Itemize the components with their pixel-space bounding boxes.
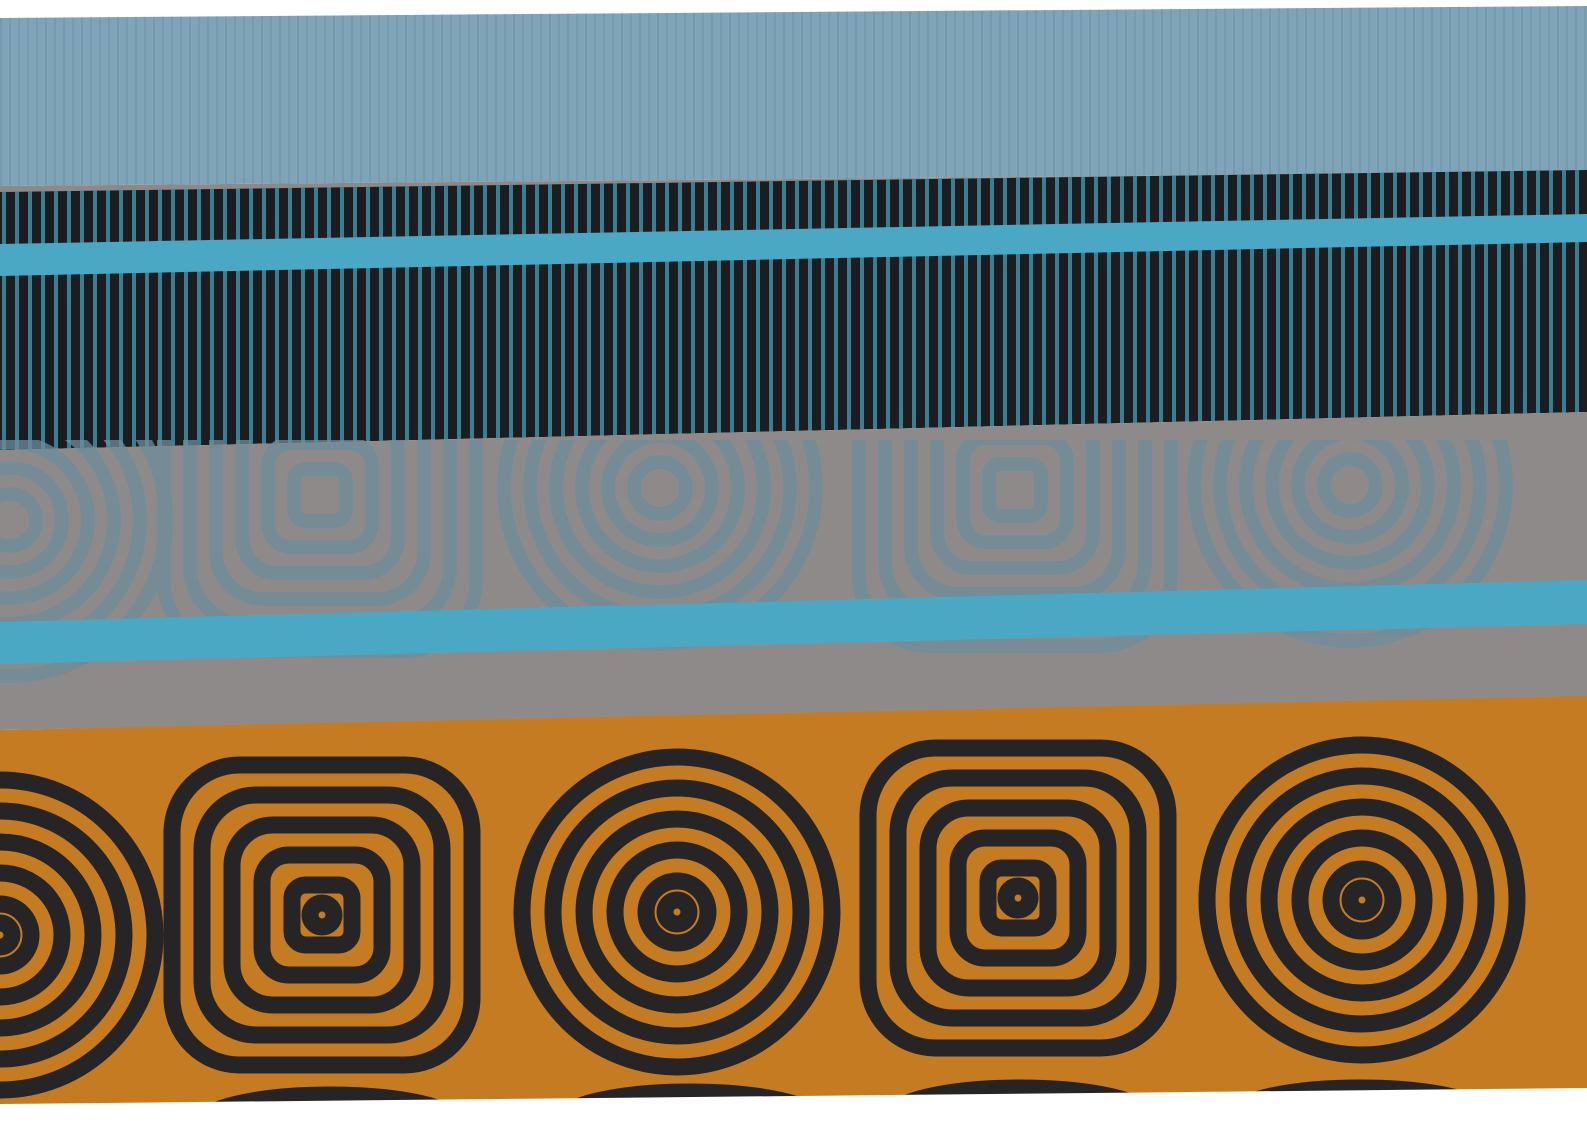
black-teal-pinstripe-band bbox=[0, 170, 1587, 450]
sky-blue-pinstripe-band bbox=[0, 6, 1587, 186]
orange-ring-motif-band bbox=[0, 696, 1587, 1122]
